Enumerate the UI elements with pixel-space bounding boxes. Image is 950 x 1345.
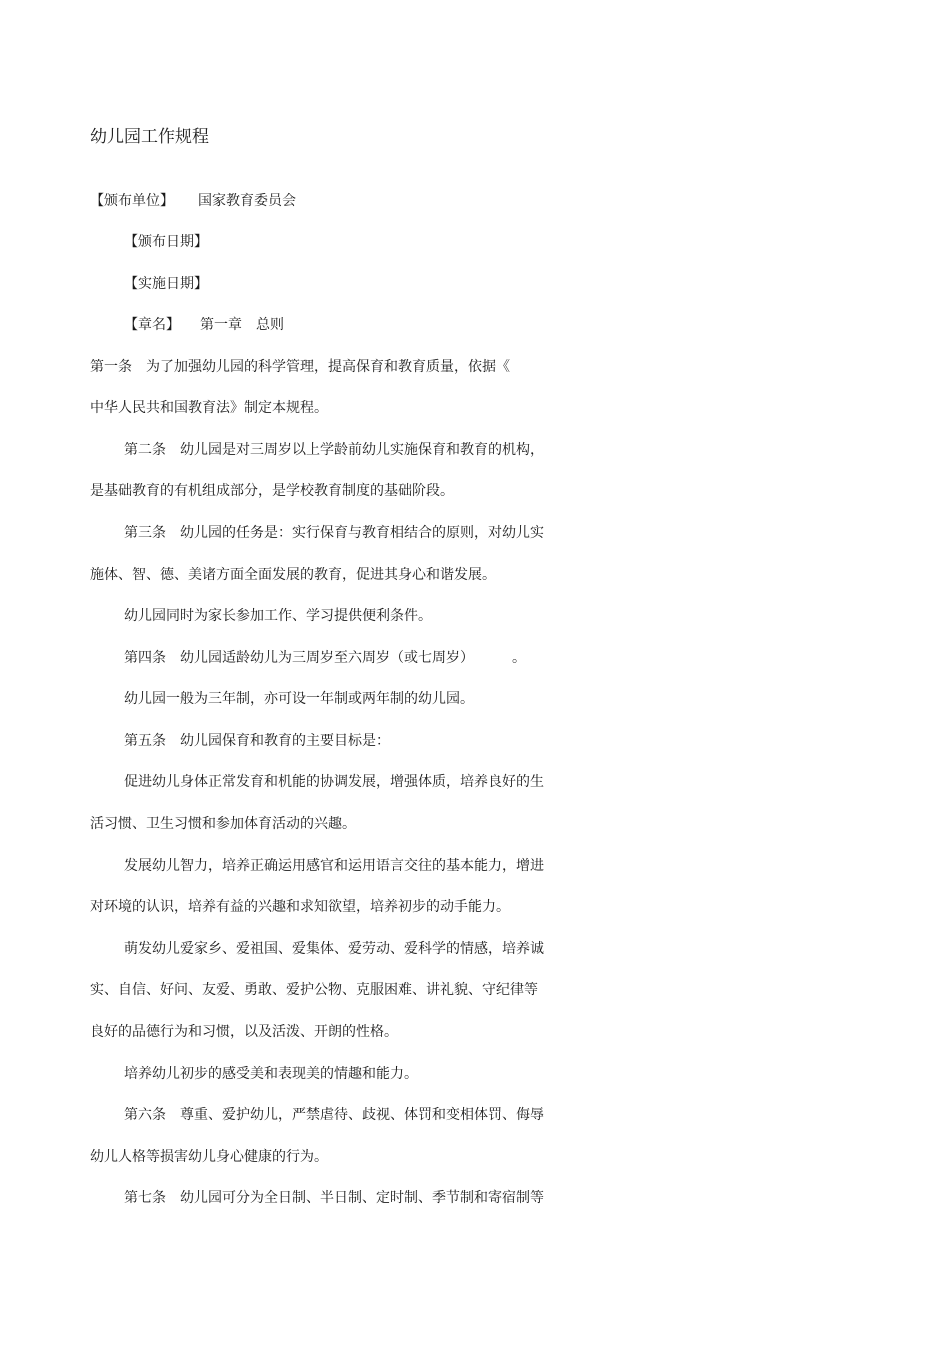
line-text: 幼儿园适龄幼儿为三周岁至六周岁（或七周岁） [180,650,474,666]
body-line [90,897,510,917]
article-number: 第七条 [124,1190,166,1206]
meta-issuer [90,191,296,211]
line-text: 为了加强幼儿园的科学管理，提高保育和教育质量，依据《 [146,359,510,375]
body-line [124,606,432,626]
meta-issuer-label: 【颁布单位】 [90,193,174,209]
line-text: 培养幼儿初步的感受美和表现美的情趣和能力。 [124,1066,418,1082]
line-text: 幼儿园是对三周岁以上学龄前幼儿实施保育和教育的机构， [180,442,544,458]
body-line [124,731,390,751]
line-text: 良好的品德行为和习惯，以及活泼、开朗的性格。 [90,1024,398,1040]
line-text: 幼儿人格等损害幼儿身心健康的行为。 [90,1149,328,1165]
meta-date-label: 【颁布日期】 [124,234,208,250]
body-line [124,648,526,668]
line-text: 萌发幼儿爱家乡、爱祖国、爱集体、爱劳动、爱科学的情感，培养诚 [124,941,544,957]
body-line [90,565,496,585]
body-line [90,814,356,834]
meta-date [124,232,208,252]
line-text: 尊重、爱护幼儿，严禁虐待、歧视、体罚和变相体罚、侮辱 [180,1107,544,1123]
body-line [124,856,544,876]
line-text: 对环境的认识，培养有益的兴趣和求知欲望，培养初步的动手能力。 [90,899,510,915]
meta-chapter [124,315,284,335]
line-text: 促进幼儿身体正常发育和机能的协调发展，增强体质，培养良好的生 [124,774,544,790]
article-number: 第一条 [90,359,132,375]
meta-chapter-number: 第一章 [200,317,242,333]
body-line [124,772,544,792]
article-number: 第六条 [124,1107,166,1123]
meta-chapter-name: 总则 [256,317,284,333]
body-line [124,939,544,959]
body-line [90,1022,398,1042]
line-tail: 。 [512,650,526,666]
meta-effective [124,274,208,294]
line-text: 幼儿园的任务是：实行保育与教育相结合的原则，对幼儿实 [180,525,544,541]
body-line [124,1064,418,1084]
meta-chapter-label: 【章名】 [124,317,180,333]
line-text: 中华人民共和国教育法》制定本规程。 [90,400,328,416]
line-text: 实、自信、好问、友爱、勇敢、爱护公物、克服困难、讲礼貌、守纪律等 [90,982,538,998]
body-line [90,980,538,1000]
line-text: 是基础教育的有机组成部分，是学校教育制度的基础阶段。 [90,483,454,499]
line-text: 活习惯、卫生习惯和参加体育活动的兴趣。 [90,816,356,832]
body-line [124,523,544,543]
body-line [90,357,510,377]
line-text: 发展幼儿智力，培养正确运用感官和运用语言交往的基本能力，增进 [124,858,544,874]
document-title: 幼儿园工作规程 [90,127,209,147]
body-line [90,1147,328,1167]
line-text: 幼儿园可分为全日制、半日制、定时制、季节制和寄宿制等 [180,1190,544,1206]
body-line [124,1105,544,1125]
line-text: 幼儿园一般为三年制，亦可设一年制或两年制的幼儿园。 [124,691,474,707]
body-line [90,481,454,501]
article-number: 第三条 [124,525,166,541]
body-line [90,398,328,418]
line-text: 幼儿园同时为家长参加工作、学习提供便利条件。 [124,608,432,624]
article-number: 第五条 [124,733,166,749]
article-number: 第四条 [124,650,166,666]
line-text: 幼儿园保育和教育的主要目标是： [180,733,390,749]
meta-effective-label: 【实施日期】 [124,276,208,292]
line-text: 施体、智、德、美诸方面全面发展的教育，促进其身心和谐发展。 [90,567,496,583]
meta-issuer-value: 国家教育委员会 [198,193,296,209]
body-line [124,689,474,709]
body-line [124,1188,544,1208]
article-number: 第二条 [124,442,166,458]
body-line [124,440,544,460]
